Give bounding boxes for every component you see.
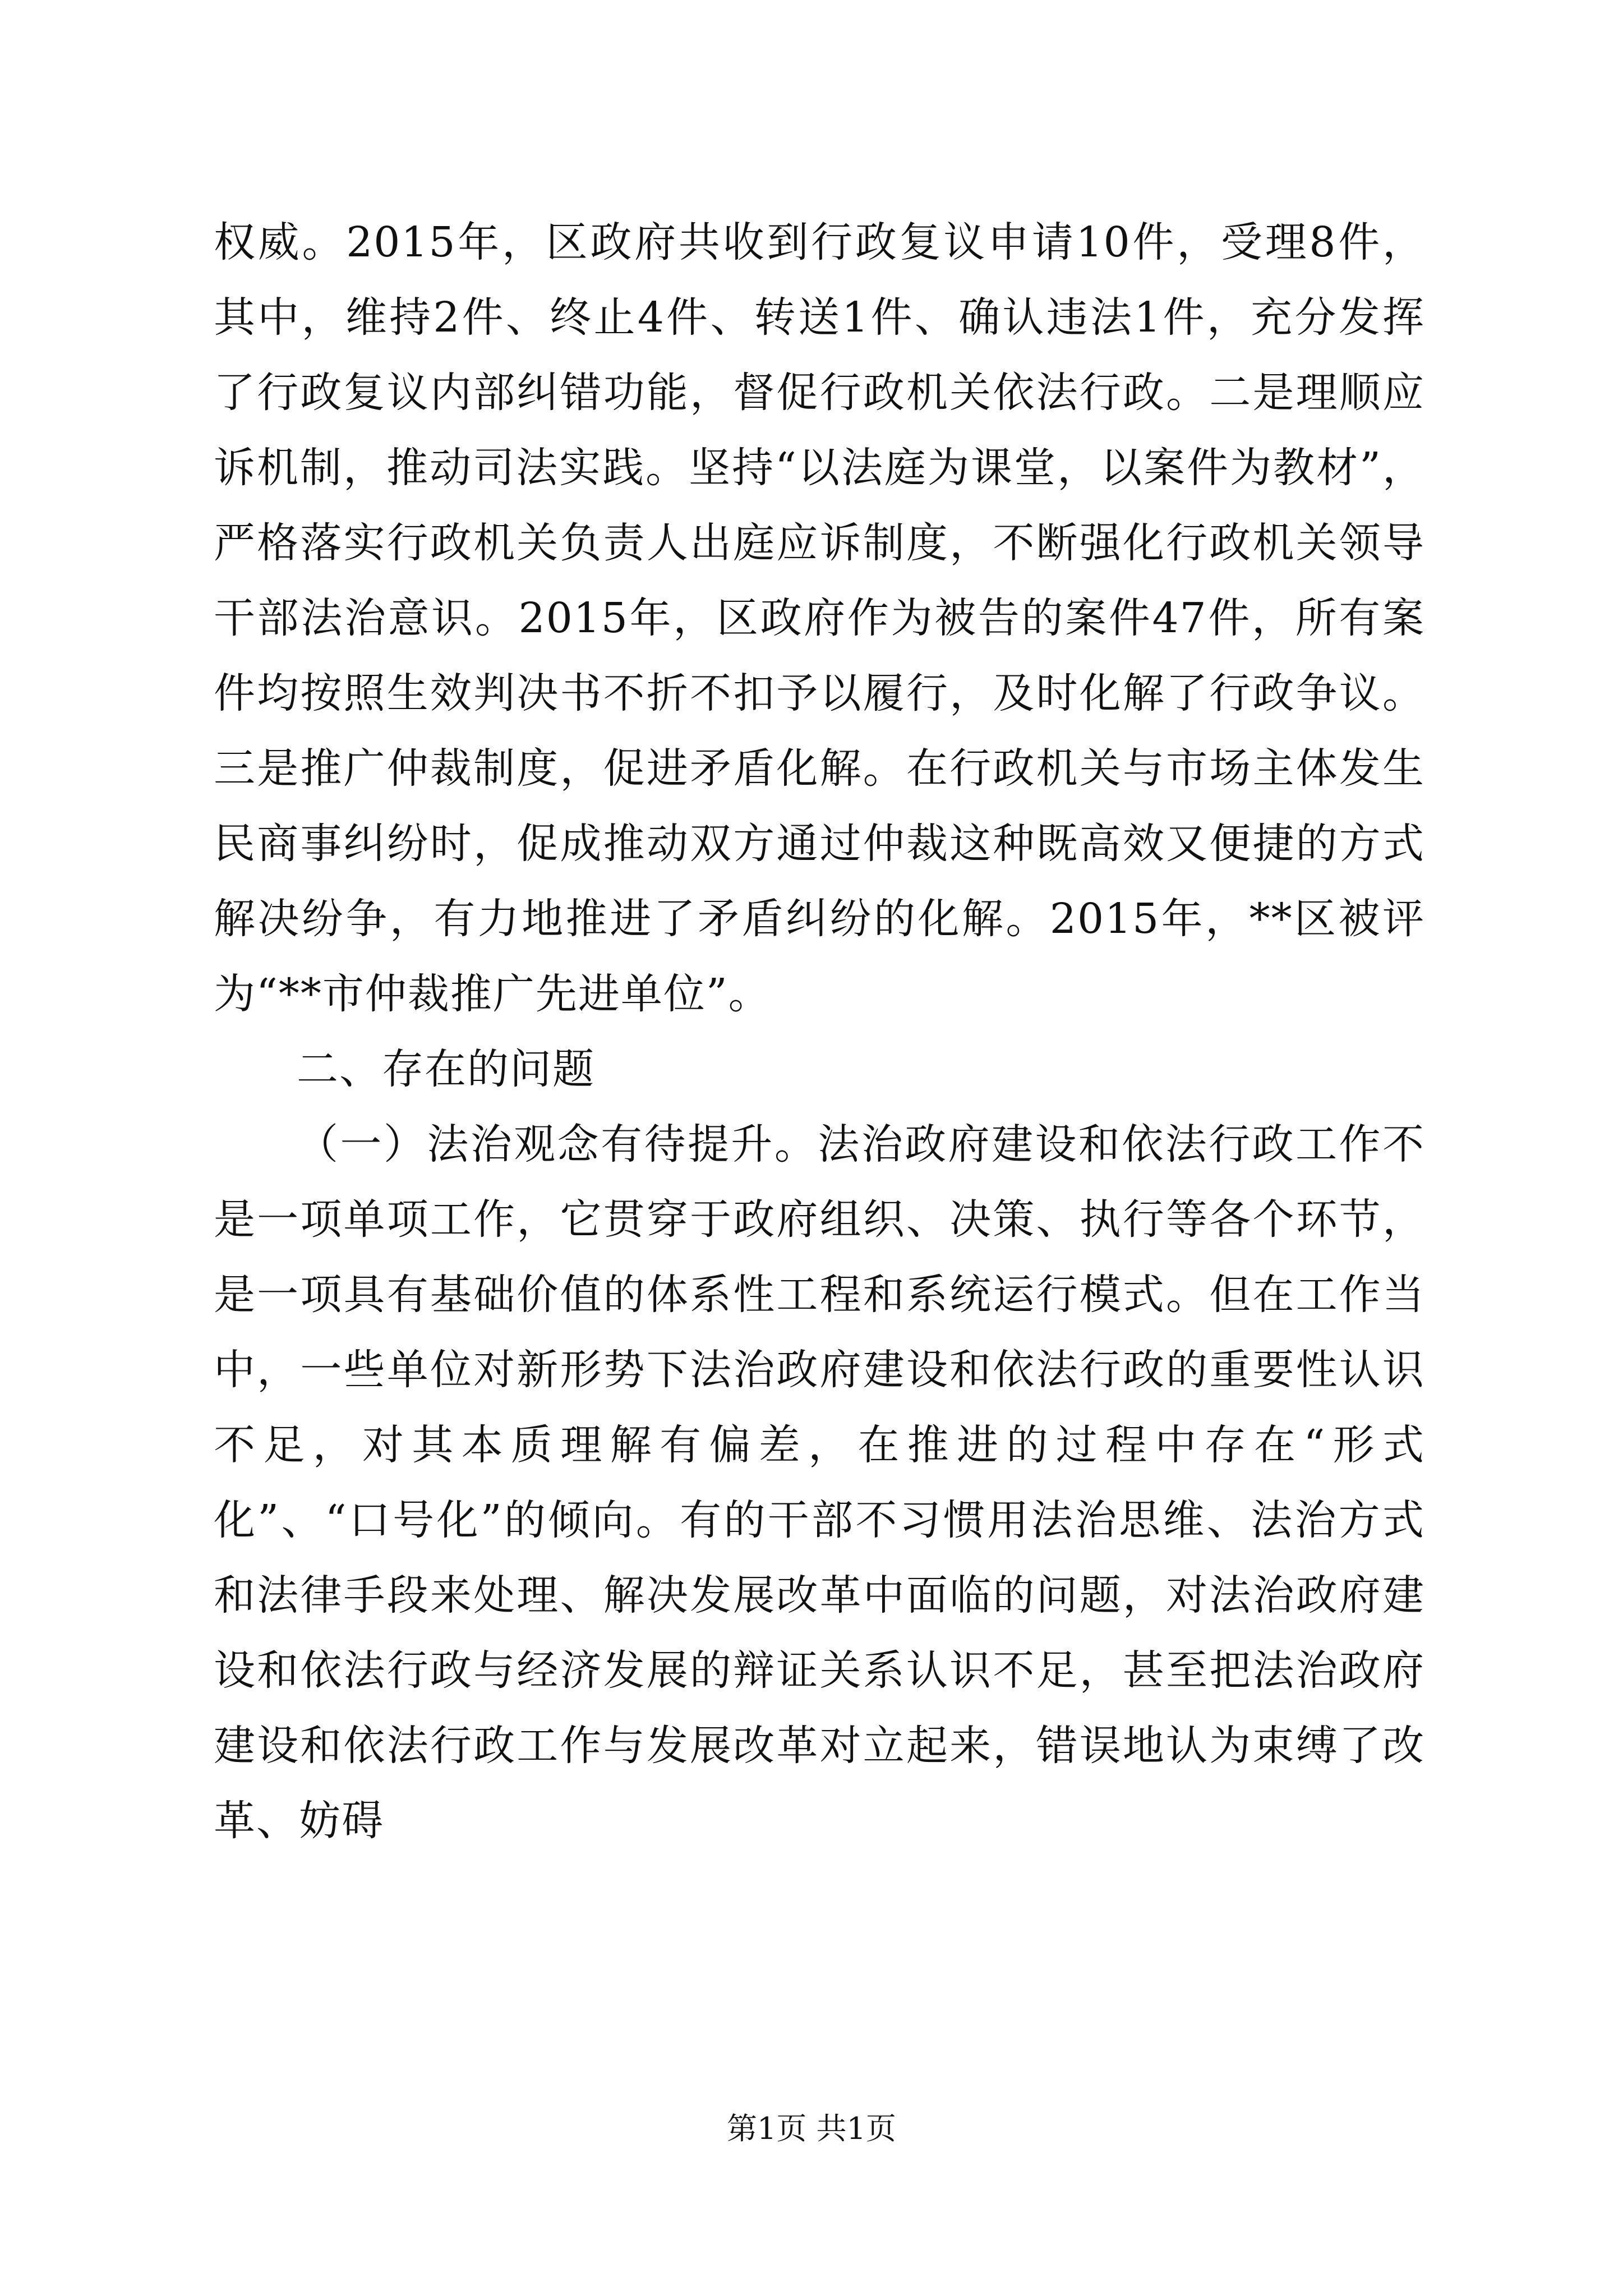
page-footer: 第1页 共1页 [727, 2111, 896, 2146]
section-heading-problems: 二、存在的问题 [297, 1045, 595, 1093]
body-paragraph-2: （一）法治观念有待提升。法治政府建设和依法行政工作不是一项单项工作，它贯穿于政府组织、决策、执行等各个环节，是一项具有基础价值的体系性工程和系统运行模式。但在工作当中，一些单位对新形势下法治政府建设和依法行政的重要性认识不足，对其本质理解有偏差，在推进的过程中存在“形式化”、“口号化”的倾向。有的干部不习惯用法治思维、法治方式和法律手段来处理、解决发展改革中面临的问题，对法治政府建设和依法行政与经济发展的辩证关系认识不足，甚至把法治政府建设和依法行政工作与发展改革对立起来，错误地认为束缚了改革、妨碍 [214, 1120, 1425, 1845]
body-paragraph-1: 权威。2015年，区政府共收到行政复议申请10件，受理8件，其中，维持2件、终止4件、转送1件、确认违法1件，充分发挥了行政复议内部纠错功能，督促行政机关依法行政。二是理顺应诉机制，推动司法实践。坚持“以法庭为课堂，以案件为教材”，严格落实行政机关负责人出庭应诉制度，不断强化行政机关领导干部法治意识。2015年，区政府作为被告的案件47件，所有案件均按照生效判决书不折不扣予以履行，及时化解了行政争议。三是推广仲裁制度，促进矛盾化解。在行政机关与市场主体发生民商事纠纷时，促成推动双方通过仲裁这种既高效又便捷的方式解决纷争，有力地推进了矛盾纠纷的化解。2015年，**区被评为“**市仲裁推广先进单位”。 [214, 218, 1425, 1018]
document-body [214, 205, 1425, 1858]
